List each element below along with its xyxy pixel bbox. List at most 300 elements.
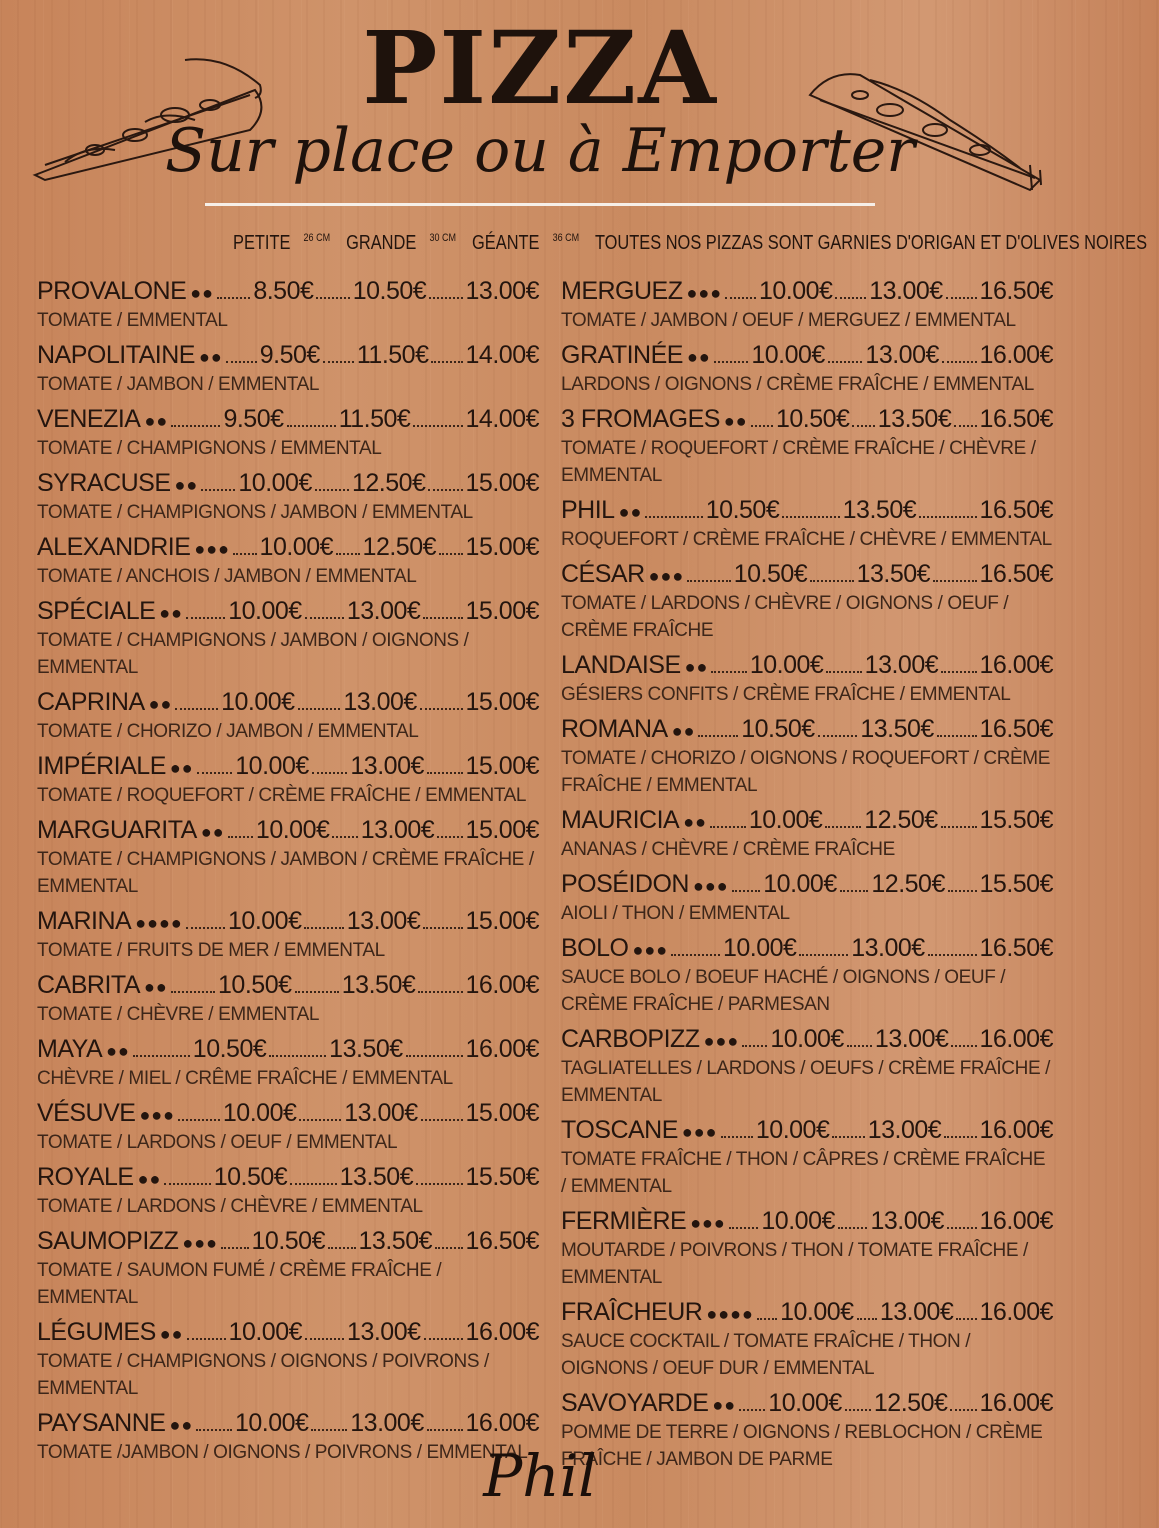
pizza-ingredients: TOMATE /JAMBON / OIGNONS / POIVRONS / EMMENTAL bbox=[37, 1442, 528, 1463]
pizza-ingredients: ANANAS / CHÈVRE / CRÈME FRAÎCHE bbox=[561, 839, 895, 860]
pizza-price-line bbox=[37, 532, 539, 563]
pizza-ingredients: MOUTARDE / POIVRONS / THON / TOMATE FRAÎCHE / EMMENTAL bbox=[561, 1240, 1028, 1288]
pizza-name: CARBOPIZZ bbox=[561, 1025, 700, 1053]
price-grande: 13.50€ bbox=[358, 1227, 432, 1255]
dot-leader bbox=[305, 1338, 344, 1340]
allergen-icons: ●● bbox=[723, 411, 748, 431]
dot-leader bbox=[729, 1227, 759, 1229]
dot-leader bbox=[954, 425, 976, 427]
pizza-item bbox=[37, 751, 539, 809]
pizza-ingredients: SAUCE BOLO / BOEUF HACHÉ / OIGNONS / OEUF / CRÈME FRAÎCHE / PARMESAN bbox=[561, 967, 1006, 1015]
menu-subtitle: Sur place ou à Emporter bbox=[165, 116, 915, 186]
pizza-item bbox=[561, 1115, 1053, 1200]
price-petite: 10.50€ bbox=[775, 405, 850, 433]
price-petite: 10.00€ bbox=[758, 277, 833, 305]
price-grande: 10.50€ bbox=[352, 277, 427, 305]
dot-leader bbox=[187, 1338, 226, 1340]
size-grande: GRANDE $^{30 CM}$ bbox=[346, 232, 457, 254]
pizza-ingredients: TOMATE / JAMBON / EMMENTAL bbox=[37, 374, 320, 395]
allergen-icons: ●● bbox=[159, 603, 184, 623]
pizza-price-line bbox=[37, 687, 539, 718]
pizza-item bbox=[37, 687, 539, 745]
pizza-ingredients: TOMATE FRAÎCHE / THON / CÂPRES / CRÈME FRAÎCHE / EMMENTAL bbox=[561, 1149, 1046, 1197]
dot-leader bbox=[316, 297, 349, 299]
pizza-ingredients: TOMATE / LARDONS / CHÈVRE / EMMENTAL bbox=[37, 1196, 423, 1217]
pizza-name: GRATINÉE bbox=[561, 341, 683, 369]
dot-leader bbox=[175, 708, 218, 710]
dot-leader bbox=[428, 489, 462, 491]
allergen-icons: ●●● bbox=[681, 1122, 718, 1142]
price-petite: 9.50€ bbox=[259, 341, 320, 369]
price-grande: 13.00€ bbox=[874, 1025, 949, 1053]
price-grande: 13.50€ bbox=[339, 1163, 414, 1191]
price-petite: 8.50€ bbox=[253, 277, 314, 305]
allergen-icons: ●● bbox=[169, 1415, 194, 1435]
pizza-price-line bbox=[37, 1317, 539, 1348]
dot-leader bbox=[298, 708, 341, 710]
pizza-price-line bbox=[561, 559, 1053, 590]
price-geante: 15.00€ bbox=[465, 1099, 539, 1127]
dot-leader bbox=[420, 708, 463, 710]
dot-leader bbox=[810, 580, 853, 582]
dot-leader bbox=[299, 1119, 341, 1121]
price-geante: 16.50€ bbox=[465, 1227, 540, 1255]
dot-leader bbox=[439, 553, 463, 555]
pizza-ingredients: TOMATE / SAUMON FUMÉ / CRÈME FRAÎCHE / EMMENTAL bbox=[37, 1260, 442, 1308]
price-petite: 10.50€ bbox=[192, 1035, 267, 1063]
pizza-price-line bbox=[561, 933, 1053, 964]
price-grande: 12.50€ bbox=[871, 870, 945, 898]
pizza-item bbox=[37, 906, 539, 964]
pizza-item bbox=[37, 532, 539, 590]
pizza-name: MARGUARITA bbox=[37, 816, 197, 844]
dot-leader bbox=[164, 1183, 210, 1185]
price-petite: 10.00€ bbox=[780, 1298, 854, 1326]
pizza-price-line bbox=[561, 276, 1053, 307]
allergen-icons: ●● bbox=[144, 977, 168, 997]
price-petite: 10.00€ bbox=[770, 1025, 844, 1053]
price-grande: 13.00€ bbox=[851, 934, 925, 962]
price-petite: 10.00€ bbox=[235, 752, 309, 780]
price-grande: 13.00€ bbox=[344, 1099, 418, 1127]
price-grande: 13.50€ bbox=[842, 496, 917, 524]
dot-leader bbox=[951, 1045, 976, 1047]
dot-leader bbox=[418, 991, 462, 993]
price-grande: 12.50€ bbox=[864, 806, 938, 834]
allergen-icons: ●● bbox=[159, 1324, 184, 1344]
dot-leader bbox=[956, 1318, 976, 1320]
dot-leader bbox=[197, 772, 233, 774]
garnish-note: TOUTES NOS PIZZAS SONT GARNIES D'ORIGAN ET D'OLIVES NOIRES bbox=[594, 232, 1148, 254]
price-geante: 15.00€ bbox=[465, 816, 540, 844]
allergen-icons: ●●●● bbox=[135, 913, 183, 933]
price-geante: 16.00€ bbox=[979, 1025, 1053, 1053]
price-geante: 15.50€ bbox=[465, 1163, 539, 1191]
pizza-item bbox=[561, 1297, 1053, 1382]
pizza-price-line bbox=[561, 1297, 1053, 1328]
price-grande: 12.50€ bbox=[351, 469, 426, 497]
price-petite: 10.00€ bbox=[228, 597, 302, 625]
dot-leader bbox=[186, 617, 225, 619]
allergen-icons: ●●●● bbox=[706, 1304, 754, 1324]
price-geante: 16.50€ bbox=[979, 560, 1053, 588]
allergen-icons: ●● bbox=[144, 411, 169, 431]
dot-leader bbox=[725, 297, 756, 299]
dot-leader bbox=[328, 1247, 356, 1249]
pizza-item bbox=[561, 404, 1053, 489]
pizza-ingredients: TOMATE / CHORIZO / JAMBON / EMMENTAL bbox=[37, 721, 419, 742]
dot-leader bbox=[742, 1045, 767, 1047]
pizza-item bbox=[37, 815, 539, 900]
signature: Phil bbox=[483, 1442, 597, 1510]
dot-leader bbox=[311, 1429, 347, 1431]
dot-leader bbox=[828, 361, 863, 363]
pizza-price-line bbox=[37, 751, 539, 782]
price-grande: 13.00€ bbox=[869, 277, 943, 305]
price-petite: 10.50€ bbox=[733, 560, 808, 588]
dot-leader bbox=[429, 297, 462, 299]
pizza-ingredients: TOMATE / CHAMPIGNONS / EMMENTAL bbox=[37, 438, 382, 459]
dot-leader bbox=[751, 425, 773, 427]
price-petite: 10.00€ bbox=[748, 806, 823, 834]
price-geante: 15.00€ bbox=[465, 597, 539, 625]
dot-leader bbox=[946, 297, 977, 299]
pizza-price-line bbox=[37, 815, 539, 846]
price-geante: 16.50€ bbox=[979, 277, 1054, 305]
pizza-ingredients: TOMATE / ANCHOIS / JAMBON / EMMENTAL bbox=[37, 566, 417, 587]
dot-leader bbox=[406, 1055, 463, 1057]
pizza-price-line bbox=[561, 650, 1053, 681]
pizza-item bbox=[561, 1206, 1053, 1291]
pizza-price-line bbox=[37, 340, 539, 371]
dot-leader bbox=[948, 890, 977, 892]
dot-leader bbox=[413, 425, 462, 427]
price-grande: 13.00€ bbox=[343, 688, 417, 716]
pizza-ingredients: TOMATE / CHÈVRE / EMMENTAL bbox=[37, 1004, 320, 1025]
pizza-item bbox=[37, 1226, 539, 1311]
price-geante: 15.50€ bbox=[979, 806, 1054, 834]
allergen-icons: ●● bbox=[190, 283, 214, 303]
price-petite: 10.00€ bbox=[221, 688, 295, 716]
pizza-price-line bbox=[37, 906, 539, 937]
dot-leader bbox=[710, 826, 746, 828]
dot-leader bbox=[315, 489, 349, 491]
price-petite: 10.00€ bbox=[763, 870, 837, 898]
dot-leader bbox=[825, 826, 861, 828]
pizza-name: MAYA bbox=[37, 1035, 103, 1063]
price-petite: 10.00€ bbox=[228, 907, 302, 935]
price-grande: 11.50€ bbox=[338, 405, 411, 433]
allergen-icons: ●● bbox=[671, 721, 696, 741]
allergen-icons: ●● bbox=[137, 1169, 162, 1189]
pizza-item bbox=[37, 1098, 539, 1156]
price-petite: 10.00€ bbox=[238, 469, 312, 497]
dot-leader bbox=[757, 1318, 777, 1320]
pizza-price-line bbox=[561, 1024, 1053, 1055]
price-grande: 13.00€ bbox=[864, 651, 939, 679]
pizza-name: SPÉCIALE bbox=[37, 597, 156, 625]
price-grande: 13.00€ bbox=[346, 907, 421, 935]
dot-leader bbox=[944, 1136, 976, 1138]
pizza-price-line bbox=[37, 276, 539, 307]
allergen-icons: ●● bbox=[148, 694, 173, 714]
allergen-icons: ●●● bbox=[194, 539, 231, 559]
pizza-item bbox=[37, 970, 539, 1028]
price-geante: 16.00€ bbox=[465, 1035, 540, 1063]
price-grande: 13.50€ bbox=[860, 715, 934, 743]
pizza-name: PROVALONE bbox=[37, 277, 187, 305]
pizza-price-line bbox=[37, 468, 539, 499]
pizza-price-line bbox=[561, 1206, 1053, 1237]
price-petite: 10.00€ bbox=[228, 1318, 303, 1346]
pizza-name: SAUMOPIZZ bbox=[37, 1227, 179, 1255]
allergen-icons: ●● bbox=[106, 1041, 130, 1061]
dot-leader bbox=[421, 1119, 463, 1121]
pizza-name: FERMIÈRE bbox=[561, 1207, 687, 1235]
price-geante: 16.00€ bbox=[979, 1389, 1053, 1417]
pizza-item bbox=[37, 1034, 539, 1092]
pizza-name: CAPRINA bbox=[37, 688, 145, 716]
size-geante: GÉANTE $^{36 CM}$ bbox=[472, 232, 580, 254]
pizza-price-line bbox=[37, 596, 539, 627]
price-petite: 10.50€ bbox=[705, 496, 780, 524]
pizza-price-line bbox=[37, 1034, 539, 1065]
price-geante: 16.50€ bbox=[979, 934, 1053, 962]
price-petite: 10.00€ bbox=[222, 1099, 297, 1127]
allergen-icons: ●●● bbox=[692, 876, 729, 896]
dot-leader bbox=[818, 735, 858, 737]
dot-leader bbox=[847, 1045, 872, 1047]
size-petite: PETITE $^{26 CM}$ bbox=[233, 232, 331, 254]
pizza-item bbox=[37, 404, 539, 462]
pizza-name: IMPÉRIALE bbox=[37, 752, 166, 780]
pizza-ingredients: TOMATE / CHAMPIGNONS / OIGNONS / POIVRONS / EMMENTAL bbox=[37, 1351, 489, 1399]
dot-leader bbox=[687, 580, 730, 582]
price-geante: 16.00€ bbox=[979, 1298, 1053, 1326]
dot-leader bbox=[782, 516, 839, 518]
price-geante: 15.00€ bbox=[465, 688, 539, 716]
price-petite: 9.50€ bbox=[223, 405, 284, 433]
dot-leader bbox=[739, 1409, 765, 1411]
dot-leader bbox=[427, 1429, 463, 1431]
pizza-name: VENEZIA bbox=[37, 405, 141, 433]
dot-leader bbox=[332, 836, 357, 838]
pizza-name: CABRITA bbox=[37, 971, 140, 999]
price-geante: 14.00€ bbox=[465, 341, 539, 369]
price-grande: 13.00€ bbox=[350, 1409, 424, 1437]
pizza-item bbox=[561, 1024, 1053, 1109]
price-grande: 13.00€ bbox=[346, 597, 421, 625]
price-petite: 10.00€ bbox=[235, 1409, 309, 1437]
pizza-item bbox=[561, 559, 1053, 644]
pizza-ingredients: TOMATE / CHORIZO / OIGNONS / ROQUEFORT / CRÈME FRAÎCHE / EMMENTAL bbox=[561, 748, 1051, 796]
pizza-price-line bbox=[561, 1388, 1053, 1419]
price-geante: 16.00€ bbox=[465, 1409, 539, 1437]
pizza-price-line bbox=[561, 869, 1053, 900]
price-grande: 13.00€ bbox=[347, 1318, 421, 1346]
price-geante: 15.00€ bbox=[465, 907, 539, 935]
dot-leader bbox=[233, 553, 257, 555]
allergen-icons: ●● bbox=[684, 657, 709, 677]
dot-leader bbox=[435, 1247, 463, 1249]
dot-leader bbox=[857, 1318, 877, 1320]
pizza-name: BOLO bbox=[561, 934, 629, 962]
pizza-name: CÉSAR bbox=[561, 560, 645, 588]
pizza-name: TOSCANE bbox=[561, 1116, 678, 1144]
pizza-ingredients: TOMATE / ROQUEFORT / CRÈME FRAÎCHE / CHÈVRE / EMMENTAL bbox=[561, 438, 1036, 486]
price-grande: 13.00€ bbox=[867, 1116, 942, 1144]
dot-leader bbox=[840, 890, 869, 892]
price-geante: 15.00€ bbox=[465, 469, 539, 497]
price-grande: 13.00€ bbox=[865, 341, 939, 369]
price-petite: 10.00€ bbox=[761, 1207, 835, 1235]
price-grande: 13.50€ bbox=[856, 560, 931, 588]
pizza-name: MARINA bbox=[37, 907, 132, 935]
allergen-icons: ●●● bbox=[632, 940, 669, 960]
pizza-price-line bbox=[561, 805, 1053, 836]
price-geante: 16.00€ bbox=[979, 651, 1053, 679]
pizza-price-line bbox=[561, 495, 1053, 526]
allergen-icons: ●● bbox=[712, 1395, 737, 1415]
dot-leader bbox=[698, 735, 738, 737]
dot-leader bbox=[423, 617, 462, 619]
pizza-price-line bbox=[37, 1162, 539, 1193]
pizza-price-line bbox=[37, 970, 539, 1001]
pizza-name: MAURICIA bbox=[561, 806, 680, 834]
dot-leader bbox=[304, 927, 343, 929]
pizza-item bbox=[561, 933, 1053, 1018]
pizza-name: SYRACUSE bbox=[37, 469, 171, 497]
price-grande: 11.50€ bbox=[356, 341, 429, 369]
dot-leader bbox=[942, 361, 977, 363]
price-grande: 13.00€ bbox=[350, 752, 424, 780]
price-grande: 12.50€ bbox=[873, 1389, 948, 1417]
pizza-item bbox=[37, 276, 539, 334]
allergen-icons: ●●● bbox=[690, 1213, 726, 1233]
dot-leader bbox=[287, 425, 336, 427]
allergen-icons: ●● bbox=[198, 347, 223, 367]
pizza-ingredients: TOMATE / LARDONS / OEUF / EMMENTAL bbox=[37, 1132, 398, 1153]
dot-leader bbox=[947, 1227, 977, 1229]
price-geante: 16.00€ bbox=[465, 1318, 540, 1346]
price-geante: 16.50€ bbox=[979, 405, 1054, 433]
pizza-name: SAVOYARDE bbox=[561, 1389, 709, 1417]
dot-leader bbox=[950, 1409, 976, 1411]
pizza-ingredients: AIOLI / THON / EMMENTAL bbox=[561, 903, 790, 924]
price-grande: 13.00€ bbox=[360, 816, 435, 844]
dot-leader bbox=[919, 516, 976, 518]
pizza-ingredients: GÉSIERS CONFITS / CRÈME FRAÎCHE / EMMENTAL bbox=[561, 684, 1011, 705]
price-geante: 16.00€ bbox=[979, 1207, 1053, 1235]
allergen-icons: ●● bbox=[200, 822, 225, 842]
pizza-price-line bbox=[37, 1098, 539, 1129]
allergen-icons: ●●● bbox=[139, 1105, 176, 1125]
divider-line bbox=[205, 203, 875, 206]
price-petite: 10.00€ bbox=[749, 651, 824, 679]
pizza-item bbox=[37, 468, 539, 526]
pizza-price-line bbox=[561, 714, 1053, 745]
pizza-name: FRAÎCHEUR bbox=[561, 1298, 703, 1326]
dot-leader bbox=[941, 826, 977, 828]
pizza-name: POSÉIDON bbox=[561, 870, 689, 898]
dot-leader bbox=[221, 1247, 249, 1249]
dot-leader bbox=[133, 1055, 190, 1057]
pizza-name: PHIL bbox=[561, 496, 615, 524]
dot-leader bbox=[228, 836, 253, 838]
dot-leader bbox=[852, 425, 874, 427]
price-geante: 13.00€ bbox=[465, 277, 539, 305]
pizza-ingredients: TOMATE / CHAMPIGNONS / JAMBON / EMMENTAL bbox=[37, 502, 473, 523]
pizza-name: LANDAISE bbox=[561, 651, 681, 679]
dot-leader bbox=[295, 991, 339, 993]
price-geante: 15.00€ bbox=[465, 533, 540, 561]
left-menu-column bbox=[37, 276, 539, 1472]
pizza-name: VÉSUVE bbox=[37, 1099, 136, 1127]
allergen-icons: ●● bbox=[169, 758, 194, 778]
pizza-item bbox=[37, 340, 539, 398]
pizza-price-line bbox=[37, 404, 539, 435]
dot-leader bbox=[431, 361, 462, 363]
pizza-ingredients: TOMATE / EMMENTAL bbox=[37, 310, 228, 331]
pizza-ingredients: TOMATE / LARDONS / CHÈVRE / OIGNONS / OEUF / CRÈME FRAÎCHE bbox=[561, 593, 1009, 641]
dot-leader bbox=[941, 671, 976, 673]
dot-leader bbox=[835, 297, 866, 299]
pizza-ingredients: ROQUEFORT / CRÈME FRAÎCHE / CHÈVRE / EMMENTAL bbox=[561, 529, 1052, 550]
dot-leader bbox=[171, 991, 215, 993]
pizza-ingredients: TOMATE / JAMBON / OEUF / MERGUEZ / EMMENTAL bbox=[561, 310, 1016, 331]
dot-leader bbox=[645, 516, 702, 518]
price-geante: 16.00€ bbox=[979, 341, 1053, 369]
price-geante: 15.00€ bbox=[465, 752, 539, 780]
pizza-name: MERGUEZ bbox=[561, 277, 683, 305]
dot-leader bbox=[186, 927, 225, 929]
price-petite: 10.50€ bbox=[213, 1163, 288, 1191]
price-geante: 16.00€ bbox=[979, 1116, 1054, 1144]
pizza-ingredients: SAUCE COCKTAIL / TOMATE FRAÎCHE / THON / OIGNONS / OEUF DUR / EMMENTAL bbox=[561, 1331, 971, 1379]
pizza-price-line bbox=[561, 340, 1053, 371]
pizza-name: ROYALE bbox=[37, 1163, 134, 1191]
pizza-name: PAYSANNE bbox=[37, 1409, 166, 1437]
dot-leader bbox=[201, 489, 235, 491]
allergen-icons: ●●● bbox=[648, 566, 685, 586]
pizza-name: LÉGUMES bbox=[37, 1318, 156, 1346]
dot-leader bbox=[423, 927, 462, 929]
pizza-name: ALEXANDRIE bbox=[37, 533, 191, 561]
dot-leader bbox=[799, 954, 848, 956]
dot-leader bbox=[290, 1183, 336, 1185]
allergen-icons: ●● bbox=[683, 812, 707, 832]
allergen-icons: ●● bbox=[618, 502, 643, 522]
dot-leader bbox=[305, 617, 344, 619]
price-petite: 10.50€ bbox=[218, 971, 292, 999]
allergen-icons: ●● bbox=[174, 475, 199, 495]
price-petite: 10.00€ bbox=[751, 341, 825, 369]
allergen-icons: ●●● bbox=[182, 1233, 218, 1253]
price-petite: 10.50€ bbox=[251, 1227, 325, 1255]
price-geante: 16.50€ bbox=[979, 496, 1054, 524]
price-geante: 16.00€ bbox=[465, 971, 539, 999]
dot-leader bbox=[217, 297, 250, 299]
pizza-ingredients: CHÈVRE / MIEL / CRÊME FRAÎCHE / EMMENTAL bbox=[37, 1068, 453, 1089]
pizza-ingredients: LARDONS / OIGNONS / CRÈME FRAÎCHE / EMMENTAL bbox=[561, 374, 1034, 395]
dot-leader bbox=[226, 361, 257, 363]
price-grande: 13.50€ bbox=[877, 405, 952, 433]
dot-leader bbox=[937, 735, 977, 737]
dot-leader bbox=[171, 425, 220, 427]
price-grande: 12.50€ bbox=[362, 533, 437, 561]
pizza-item bbox=[37, 596, 539, 681]
allergen-icons: ●● bbox=[686, 347, 711, 367]
